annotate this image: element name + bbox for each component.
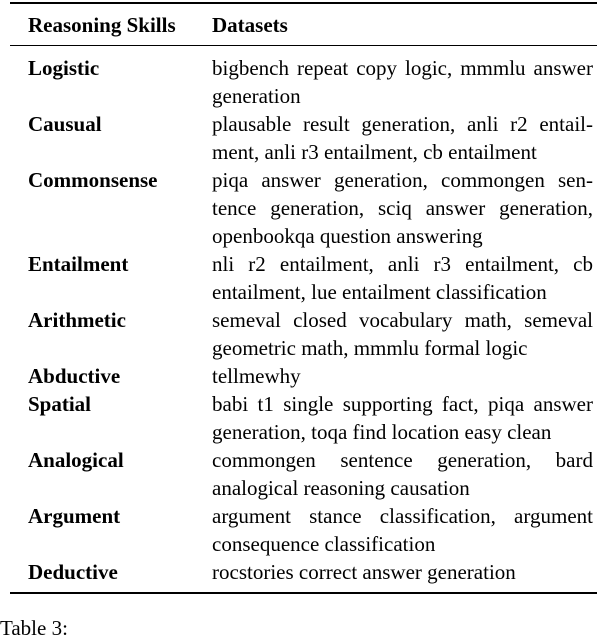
table-row — [10, 306, 597, 362]
skill-cell: Logistic — [28, 56, 100, 80]
table-header — [10, 3, 597, 46]
table-row — [10, 250, 597, 306]
datasets-cell: babi t1 single supporting fact, piqa answer generation, toqa find location easy clean — [212, 392, 593, 444]
datasets-cell: rocstories correct answer generation — [212, 560, 516, 584]
table-row — [10, 362, 597, 390]
skill-cell: Entailment — [28, 252, 129, 276]
datasets-cell: piqa answer generation, commongen sentence generation, sciq answer generation, openbookqa question answering — [212, 168, 593, 248]
datasets-cell: plausable result generation, anli r2 entailment, anli r3 entailment, cb entailment — [212, 112, 593, 164]
datasets-cell: nli r2 entailment, anli r3 entailment, cb entailment, lue entailment classification — [212, 252, 593, 304]
table-row — [10, 502, 597, 558]
skill-cell: Arithmetic — [28, 308, 126, 332]
skill-cell: Analogical — [28, 448, 124, 472]
datasets-cell: argument stance classification, argument consequence classification — [212, 504, 593, 556]
skill-cell: Causual — [28, 112, 102, 136]
table-row — [10, 166, 597, 250]
datasets-cell: commongen sentence generation, bard analogical reasoning causation — [212, 448, 593, 500]
table-row — [10, 390, 597, 446]
skill-cell: Argument — [28, 504, 121, 528]
skill-cell: Commonsense — [28, 168, 158, 192]
datasets-cell: semeval closed vocabulary math, semeval geometric math, mmmlu formal logic — [212, 308, 593, 360]
reasoning-skills-table — [10, 2, 597, 594]
table-row — [10, 558, 597, 593]
header-reasoning-skills: Reasoning Skills — [28, 13, 176, 37]
skill-cell: Abductive — [28, 364, 121, 388]
datasets-cell: tellmewhy — [212, 364, 301, 388]
table-row — [10, 110, 597, 166]
header-datasets: Datasets — [212, 13, 288, 37]
datasets-cell: bigbench repeat copy logic, mmmlu answer generation — [212, 56, 593, 108]
table-caption: Table 3: — [0, 616, 68, 640]
table-row — [10, 446, 597, 502]
reasoning-skills-table-container — [10, 2, 597, 594]
skill-cell: Spatial — [28, 392, 92, 416]
table-header-row — [10, 3, 597, 46]
table-row — [10, 46, 597, 111]
skill-cell: Deductive — [28, 560, 118, 584]
table-body — [10, 46, 597, 594]
